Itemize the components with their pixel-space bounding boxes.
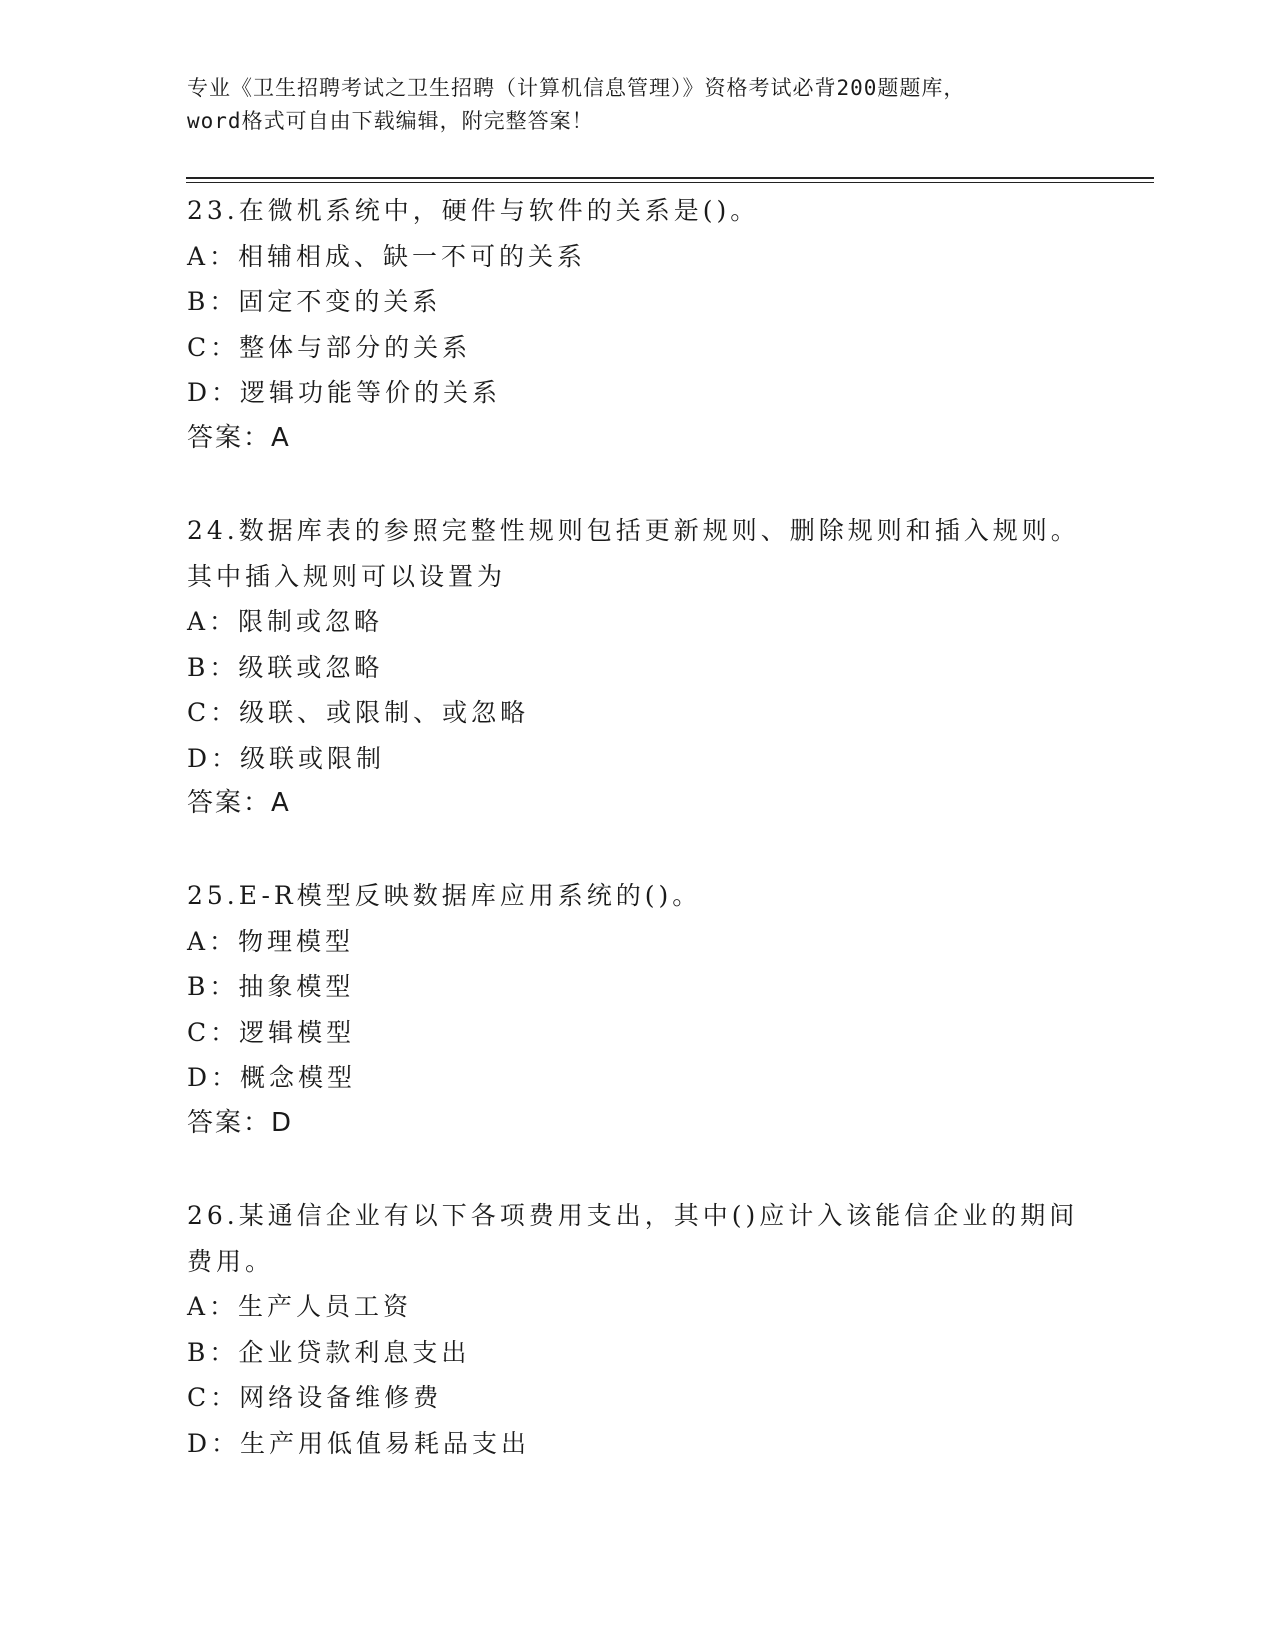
question-stem: 23.在微机系统中，硬件与软件的关系是()。 [187, 196, 760, 225]
question-26 [187, 1193, 1079, 1466]
header-line-2: word格式可自由下载编辑，附完整答案！ [187, 109, 594, 133]
option-d: D：概念模型 [187, 1063, 357, 1092]
question-stem: 26.某通信企业有以下各项费用支出，其中()应计入该能信企业的期间 [187, 1201, 1079, 1230]
header-line-1: 专业《卫生招聘考试之卫生招聘（计算机信息管理）》资格考试必背200题题库， [187, 76, 966, 100]
question-24 [187, 508, 1080, 827]
header-divider-thin [186, 182, 1154, 183]
option-a: A：限制或忽略 [187, 607, 384, 636]
option-c: C：网络设备维修费 [187, 1383, 443, 1412]
option-b: B：固定不变的关系 [187, 287, 442, 316]
option-c: C：整体与部分的关系 [187, 332, 472, 362]
option-b: B：级联或忽略 [187, 652, 384, 682]
option-b: B：抽象模型 [187, 972, 355, 1001]
option-d: D：生产用低值易耗品支出 [187, 1428, 531, 1458]
option-a: A：物理模型 [187, 926, 355, 956]
option-d: D：级联或限制 [187, 743, 386, 773]
answer: 答案：A [187, 788, 291, 818]
option-c: C：逻辑模型 [187, 1017, 356, 1047]
option-b: B：企业贷款利息支出 [187, 1337, 471, 1367]
answer: 答案：D [187, 1107, 294, 1138]
header-divider [186, 177, 1154, 179]
question-stem-cont: 其中插入规则可以设置为 [187, 561, 507, 591]
document-header [187, 72, 1087, 138]
option-a: A：相辅相成、缺一不可的关系 [187, 241, 587, 271]
option-c: C：级联、或限制、或忽略 [187, 698, 530, 727]
question-23 [187, 188, 1067, 461]
question-stem: 24.数据库表的参照完整性规则包括更新规则、删除规则和插入规则。 [187, 516, 1080, 545]
option-d: D：逻辑功能等价的关系 [187, 378, 502, 407]
answer: 答案：A [187, 422, 291, 453]
question-stem-cont: 费用。 [187, 1246, 275, 1276]
question-stem: 25.E-R模型反映数据库应用系统的()。 [187, 881, 702, 910]
question-25 [187, 873, 1067, 1146]
option-a: A：生产人员工资 [187, 1292, 413, 1321]
